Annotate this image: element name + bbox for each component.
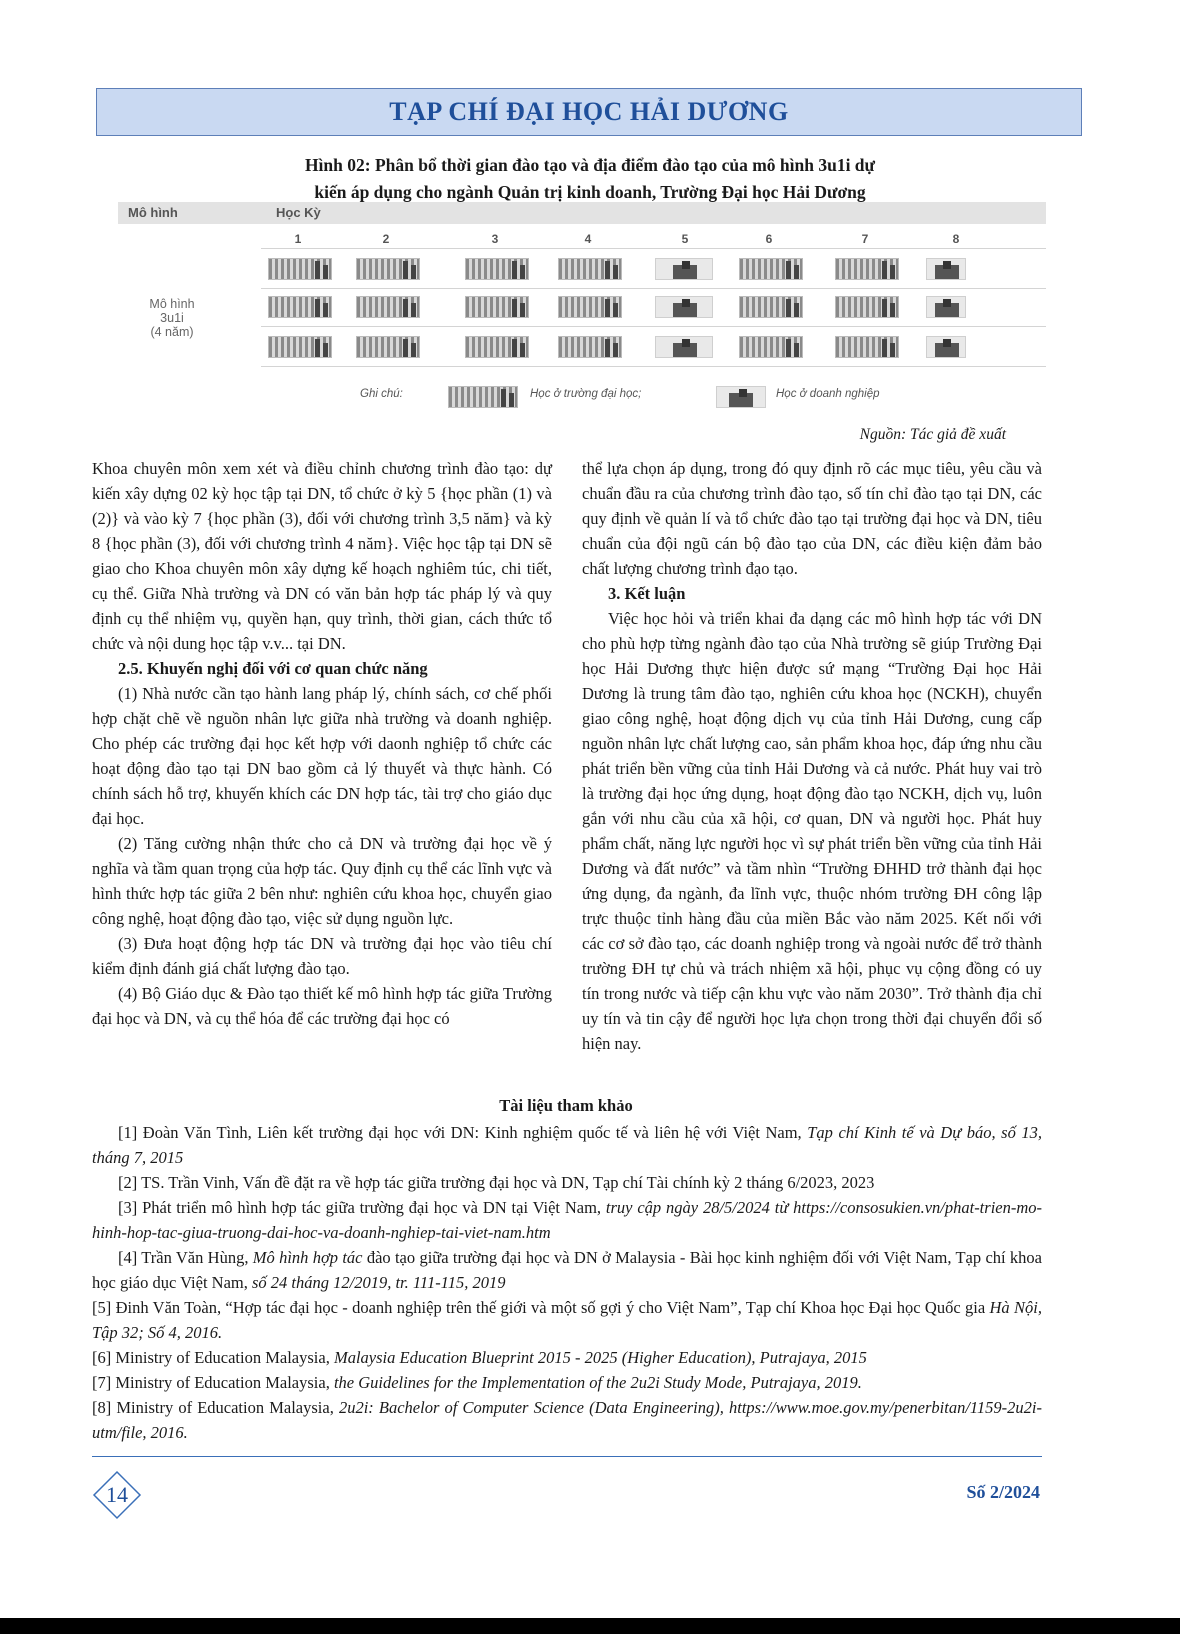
ref-text: [7] Ministry of Education Malaysia,	[92, 1373, 334, 1392]
business-icon	[655, 336, 713, 358]
paragraph: (1) Nhà nước cần tạo hành lang pháp lý, chính sách, cơ chế phối hợp chặt chẽ về nguồn nhân lực giữa nhà trường và doanh nghiệp. Cho phép các trường đại học kết hợp với daonh nghiệp tổ chức các hoạt động đào tạo tại DN bao gồm cả lý thuyết và thực hành. Có chính sách hỗ trợ, khuyến khích các DN hợp tác, tài trợ cho giáo dục đại học.	[92, 684, 552, 828]
footer-rule	[92, 1456, 1042, 1457]
university-icon	[558, 296, 622, 318]
figure-header-row	[118, 202, 1046, 224]
model-label-line: (4 năm)	[150, 325, 194, 339]
university-icon	[835, 296, 899, 318]
section-heading: 3. Kết luận	[608, 584, 686, 603]
legend-university: Học ở trường đại học;	[530, 388, 642, 400]
ref-text: đào tạo giữa trường đại học và DN ở Malaysia - Bài học kinh nghiệm đối với Việt Nam, Tạp chí khoa học giáo dục Việt Nam,	[92, 1248, 1042, 1292]
figure-caption-line-1: Hình 02: Phân bổ thời gian đào tạo và địa điểm đào tạo của mô hình 3u1i dự	[304, 155, 876, 175]
semester-number: 1	[294, 232, 302, 246]
section-heading: 2.5. Khuyến nghị đối với cơ quan chức năng	[118, 659, 428, 678]
page-number-badge	[92, 1470, 142, 1520]
university-icon	[739, 296, 803, 318]
business-icon	[716, 386, 766, 408]
university-icon	[448, 386, 518, 408]
ref-text: [1] Đoàn Văn Tình, Liên kết trường đại học với DN: Kinh nghiệm quốc tế và liên hệ với Việt Nam,	[118, 1123, 808, 1142]
references-title: Tài liệu tham khảo	[499, 1096, 633, 1115]
ref-italic: Hà Nội, Tập 32; Số 4, 2016.	[92, 1298, 1042, 1342]
university-icon	[268, 296, 332, 318]
journal-header	[96, 88, 1082, 136]
reference-item	[92, 1395, 1042, 1445]
semester-number: 4	[584, 232, 592, 246]
university-icon	[739, 336, 803, 358]
university-icon	[835, 258, 899, 280]
reference-item	[92, 1195, 1042, 1245]
paragraph: Việc học hỏi và triển khai đa dạng các mô hình hợp tác với DN cho phù hợp từng ngành đào tạo của Nhà trường sẽ giúp Trường Đại học Hải Dương thực hiện được sứ mạng “Trường Đại học Hải Dương là trung tâm đào tạo, nghiên cứu khoa học (NCKH), chuyển giao công nghệ, hoạt động dịch vụ của tỉnh Hải Dương, cung cấp nguồn nhân lực chất lượng cao, sản phẩm khoa học, đáp ứng nhu cầu phát triển bền vững của tỉnh Hải Dương và cả nước. Phát huy vai trò là trường đại học ứng dụng, hoạt động đào tạo NCKH, dịch vụ, luôn gắn với nhu cầu của xã hội, cơ quan, DN và người học. Phát huy phẩm chất, năng lực người học vì sự phát triển bền vững của tỉnh Hải Dương và đất nước” và tầm nhìn “Trường ĐHHD trở thành đại học ứng dụng, đa ngành, đa lĩnh vực, thuộc nhóm trường ĐH công lập trực thuộc tỉnh hàng đầu của miền Bắc vào năm 2025. Kết nối với các cơ sở đào tạo, các doanh nghiệp trong và ngoài nước để trở thành trường ĐH tự chủ và trách nhiệm xã hội, phục vụ cộng đồng có uy tín trong nước và tiếp cận khu vực vào năm 2030”. Trở thành địa chỉ uy tín và tin cậy để người học lựa chọn trong thời đại chuyển đổi số hiện nay.	[582, 609, 1042, 1053]
right-column	[582, 456, 1042, 1056]
university-icon	[356, 258, 420, 280]
university-icon	[465, 296, 529, 318]
figure-caption	[120, 152, 1060, 206]
semester-number: 5	[681, 232, 689, 246]
journal-title: TẠP CHÍ ĐẠI HỌC HẢI DƯƠNG	[389, 97, 789, 126]
ref-italic: Tạp chí Kinh tế và Dự báo, số 13, tháng 7, 2015	[92, 1123, 1043, 1167]
university-icon	[356, 336, 420, 358]
university-icon	[268, 258, 332, 280]
university-icon	[558, 258, 622, 280]
semester-number: 7	[861, 232, 869, 246]
issue-number: Số 2/2024	[966, 1482, 1040, 1502]
university-icon	[558, 336, 622, 358]
business-icon	[926, 296, 966, 318]
reference-item	[92, 1245, 1042, 1295]
reference-item	[92, 1295, 1042, 1345]
semester-number: 3	[491, 232, 499, 246]
business-icon	[655, 258, 713, 280]
ref-text: [6] Ministry of Education Malaysia,	[92, 1348, 334, 1367]
semester-number: 2	[382, 232, 390, 246]
university-icon	[268, 336, 332, 358]
reference-item	[92, 1345, 1042, 1370]
references-list	[92, 1120, 1042, 1445]
reference-item	[92, 1370, 1042, 1395]
figure-source: Nguồn: Tác giả đề xuất	[859, 426, 1006, 443]
training-schedule-figure	[118, 202, 1046, 442]
ref-link[interactable]: truy cập ngày 28/5/2024 từ https://consosukien.vn/phat-trien-mo-hinh-hop-tac-giua-truong-dai-hoc-va-doanh-nghiep-tai-viet-nam.htm	[92, 1198, 1043, 1242]
left-column	[92, 456, 552, 1031]
divider	[261, 326, 1046, 327]
divider	[261, 366, 1046, 367]
ref-text: [2] TS. Trần Vinh, Vấn đề đặt ra về hợp tác giữa trường đại học và DN, Tạp chí Tài chính kỳ 2 tháng 6/2023, 2023	[118, 1173, 875, 1192]
ref-text: [3] Phát triển mô hình hợp tác giữa trường đại học và DN tại Việt Nam,	[118, 1198, 606, 1217]
divider	[261, 288, 1046, 289]
model-label-line: 3u1i	[160, 311, 184, 325]
paragraph: thể lựa chọn áp dụng, trong đó quy định rõ các mục tiêu, yêu cầu và chuẩn đầu ra của chương trình đào tạo, số tín chỉ đào tạo tại DN, các quy định về quản lí và tổ chức đào tạo tại trường đại học và DN, tiêu chuẩn của đội ngũ cán bộ đào tạo của DN, các điều kiện đảm bảo chất lượng chương trình đạo tạo.	[582, 459, 1042, 578]
divider	[261, 248, 1046, 249]
col-model-label: Mô hình	[128, 205, 178, 220]
ref-italic: Mô hình hợp tác	[252, 1248, 363, 1267]
university-icon	[835, 336, 899, 358]
paragraph: (2) Tăng cường nhận thức cho cả DN và trường đại học về ý nghĩa và tầm quan trọng của hợp tác. Quy định cụ thể các lĩnh vực và hình thức hợp tác giữa 2 bên như: nghiên cứu khoa học, chuyển giao công nghệ, hoạt động đào tạo, việc sử dụng nguồn lực.	[92, 834, 552, 928]
business-icon	[926, 336, 966, 358]
ref-italic: số 24 tháng 12/2019, tr. 111-115, 2019	[252, 1273, 506, 1292]
paragraph: (3) Đưa hoạt động hợp tác DN và trường đại học vào tiêu chí kiểm định đánh giá chất lượng đào tạo.	[92, 934, 552, 978]
university-icon	[465, 336, 529, 358]
ref-text: [5] Đinh Văn Toàn, “Hợp tác đại học - doanh nghiệp trên thế giới và một số gợi ý cho Việt Nam”, Tạp chí Khoa học Đại học Quốc gia	[92, 1298, 990, 1317]
figure-caption-line-2: kiến áp dụng cho ngành Quản trị kinh doanh, Trường Đại học Hải Dương	[314, 182, 866, 202]
reference-item	[92, 1120, 1042, 1170]
ref-link[interactable]: 2u2i: Bachelor of Computer Science (Data Engineering), https://www.moe.gov.my/penerbitan/1159-2u2i-utm/file, 2016.	[92, 1398, 1042, 1442]
paragraph: (4) Bộ Giáo dục & Đào tạo thiết kế mô hình hợp tác giữa Trường đại học và DN, và cụ thể hóa để các trường đại học có	[92, 984, 552, 1028]
page-number: 14	[106, 1482, 128, 1507]
model-label-line: Mô hình	[149, 297, 195, 311]
semester-number: 6	[765, 232, 773, 246]
legend-note: Ghi chú:	[360, 388, 403, 400]
col-semester-label: Học Kỳ	[276, 205, 321, 220]
ref-italic: Malaysia Education Blueprint 2015 - 2025 (Higher Education), Putrajaya, 2015	[333, 1348, 867, 1367]
business-icon	[655, 296, 713, 318]
university-icon	[356, 296, 420, 318]
legend-business: Học ở doanh nghiệp	[776, 388, 880, 400]
scan-border	[0, 1618, 1180, 1634]
ref-italic: the Guidelines for the Implementation of the 2u2i Study Mode, Putrajaya, 2019.	[333, 1373, 862, 1392]
ref-text: [8] Ministry of Education Malaysia,	[92, 1398, 339, 1417]
model-label	[122, 297, 222, 339]
university-icon	[739, 258, 803, 280]
semester-number: 8	[952, 232, 960, 246]
business-icon	[926, 258, 966, 280]
ref-text: [4] Trần Văn Hùng,	[118, 1248, 253, 1267]
university-icon	[465, 258, 529, 280]
paragraph: Khoa chuyên môn xem xét và điều chỉnh chương trình đào tạo: dự kiến xây dựng 02 kỳ học tập tại DN, tổ chức ở kỳ 5 {học phần (1) và (2)} và vào kỳ 7 {học phần (3), đối với chương trình 3,5 năm} và kỳ 8 {học phần (3), đối với chương trình 4 năm}. Việc học tập tại DN sẽ giao cho Khoa chuyên môn xây dựng kế hoạch nghiêm túc, chi tiết, cụ thể. Giữa Nhà trường và DN có văn bản hợp tác pháp lý và quy định cụ thể nhiệm vụ, quyền hạn, quy trình, thời gian, cách thức tổ chức và nội dung học tập v.v... tại DN.	[92, 459, 552, 653]
reference-item	[92, 1170, 1042, 1195]
